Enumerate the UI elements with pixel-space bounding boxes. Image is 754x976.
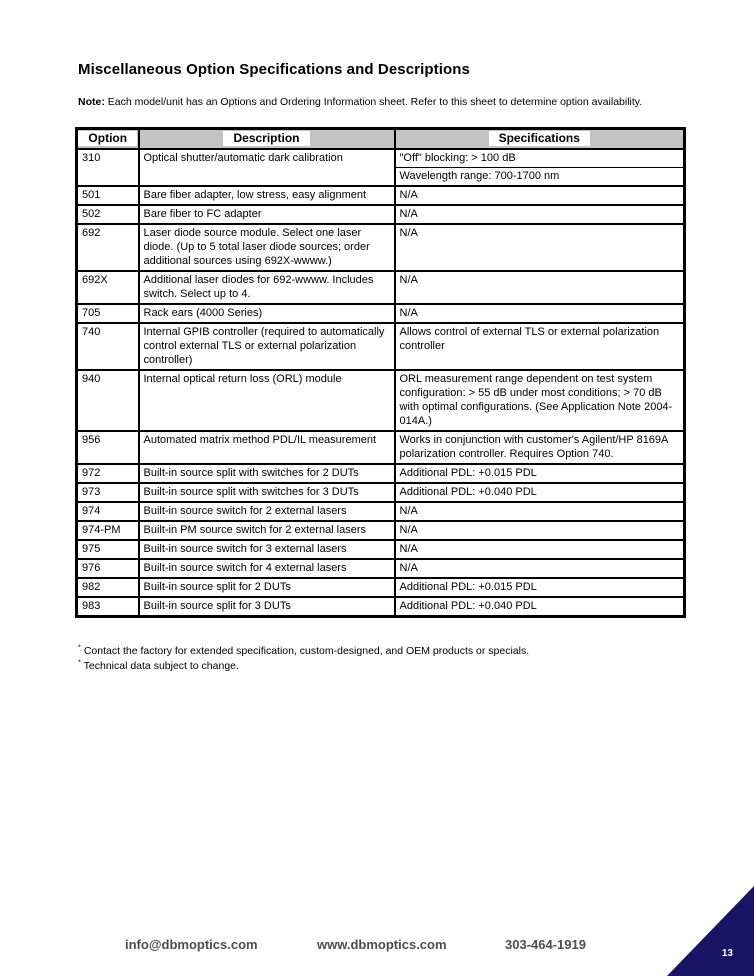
specifications-cell [395,431,685,464]
description-cell: Bare fiber to FC adapter [139,205,395,224]
spec-line: N/A [399,306,418,319]
table-row [77,597,685,617]
specifications-cell [395,304,685,323]
specifications-cell [395,271,685,304]
option-cell: 973 [77,483,139,502]
note-label: Note: [78,96,105,108]
option-cell: 974 [77,502,139,521]
option-cell: 940 [77,370,139,431]
table-row [77,370,685,431]
spec-line: Additional PDL: +0.015 PDL [399,580,537,593]
spec-line: N/A [399,523,418,536]
option-cell: 974-PM [77,521,139,540]
specifications-cell [395,559,685,578]
description-cell: Built-in source split with switches for 2 DUTs [139,464,395,483]
option-cell: 956 [77,431,139,464]
spec-line: Wavelength range: 700-1700 nm [396,167,684,185]
specifications-cell [395,205,685,224]
description-cell: Built-in PM source switch for 2 external lasers [139,521,395,540]
spec-line: N/A [399,273,418,286]
specifications-cell [395,149,685,186]
description-cell: Built-in source switch for 2 external lasers [139,502,395,521]
table-row [77,149,685,186]
description-cell: Built-in source switch for 4 external lasers [139,559,395,578]
footnote-marker: * [78,642,81,652]
corner-triangle [667,886,754,976]
description-cell: Built-in source split with switches for 3 DUTs [139,483,395,502]
footer-website: www.dbmoptics.com [317,937,447,952]
specifications-cell [395,483,685,502]
options-table [75,127,686,618]
option-cell: 972 [77,464,139,483]
spec-line: N/A [399,561,418,574]
table-row [77,559,685,578]
footnote-line [78,644,529,659]
spec-line: Additional PDL: +0.015 PDL [399,466,537,479]
description-cell: Internal GPIB controller (required to automatically control external TLS or external polarization controller) [139,323,395,370]
option-cell: 975 [77,540,139,559]
description-cell: Built-in source split for 3 DUTs [139,597,395,617]
specifications-cell [395,186,685,205]
spec-line: N/A [399,207,418,220]
option-cell: 501 [77,186,139,205]
spec-line: Allows control of external TLS or external polarization controller [399,325,660,352]
option-cell: 705 [77,304,139,323]
footnote-text: Technical data subject to change. [80,660,239,672]
option-cell: 983 [77,597,139,617]
page-title: Miscellaneous Option Specifications and Descriptions [78,61,470,78]
footnote-line [78,659,529,674]
specifications-cell [395,464,685,483]
table-row [77,224,685,271]
footnote-text: Contact the factory for extended specification, custom-designed, and OEM products or specials. [80,645,530,657]
note-text: Each model/unit has an Options and Ordering Information sheet. Refer to this sheet to determine option availability. [104,96,643,108]
table-row [77,323,685,370]
table-row [77,483,685,502]
header-description-label: Description [223,131,309,146]
option-cell: 982 [77,578,139,597]
header-option-label: Option [78,131,137,146]
description-cell: Laser diode source module. Select one laser diode. (Up to 5 total laser diode sources; order additional sources using 692X-wwww.) [139,224,395,271]
description-cell: Additional laser diodes for 692-wwww. Includes switch. Select up to 4. [139,271,395,304]
description-cell: Internal optical return loss (ORL) module [139,370,395,431]
footnote-marker: * [78,657,81,667]
note [78,96,642,108]
specifications-cell [395,502,685,521]
spec-line: N/A [399,188,418,201]
header-specifications-label: Specifications [489,131,590,146]
footer-email: info@dbmoptics.com [125,937,258,952]
table-row [77,186,685,205]
options-table-container [75,127,683,618]
spec-line: N/A [399,226,418,239]
description-cell: Automated matrix method PDL/IL measurement [139,431,395,464]
option-cell: 692X [77,271,139,304]
description-cell: Built-in source split for 2 DUTs [139,578,395,597]
table-row [77,578,685,597]
specifications-cell [395,224,685,271]
specifications-cell [395,540,685,559]
specifications-cell [395,578,685,597]
description-cell: Bare fiber adapter, low stress, easy alignment [139,186,395,205]
description-cell: Rack ears (4000 Series) [139,304,395,323]
option-cell: 692 [77,224,139,271]
table-row [77,205,685,224]
header-description [139,129,395,149]
spec-line: N/A [399,542,418,555]
table-row [77,502,685,521]
description-cell: Built-in source switch for 3 external lasers [139,540,395,559]
page-number: 13 [721,948,733,959]
option-cell: 502 [77,205,139,224]
table-row [77,271,685,304]
option-cell: 310 [77,149,139,186]
option-cell: 976 [77,559,139,578]
spec-line: Additional PDL: +0.040 PDL [399,485,537,498]
specifications-cell [395,370,685,431]
table-row [77,431,685,464]
table-row [77,540,685,559]
table-row [77,304,685,323]
header-option [77,129,139,149]
spec-line: "Off" blocking: > 100 dB [399,151,516,164]
spec-line: Works in conjunction with customer's Agilent/HP 8169A polarization controller. Requires Option 740. [399,433,668,460]
spec-line: Additional PDL: +0.040 PDL [399,599,537,612]
footnotes [78,644,529,674]
specifications-cell [395,521,685,540]
option-cell: 740 [77,323,139,370]
table-row [77,464,685,483]
spec-line: ORL measurement range dependent on test system configuration: > 55 dB under most conditions; > 70 dB with optimal configurations. (See Application Note 2004-014A.) [399,372,673,427]
table-header-row [77,129,685,149]
footer-phone: 303-464-1919 [505,937,586,952]
spec-line: N/A [399,504,418,517]
header-specifications [395,129,685,149]
description-cell: Optical shutter/automatic dark calibration [139,149,395,186]
specifications-cell [395,597,685,617]
specifications-cell [395,323,685,370]
table-row [77,521,685,540]
